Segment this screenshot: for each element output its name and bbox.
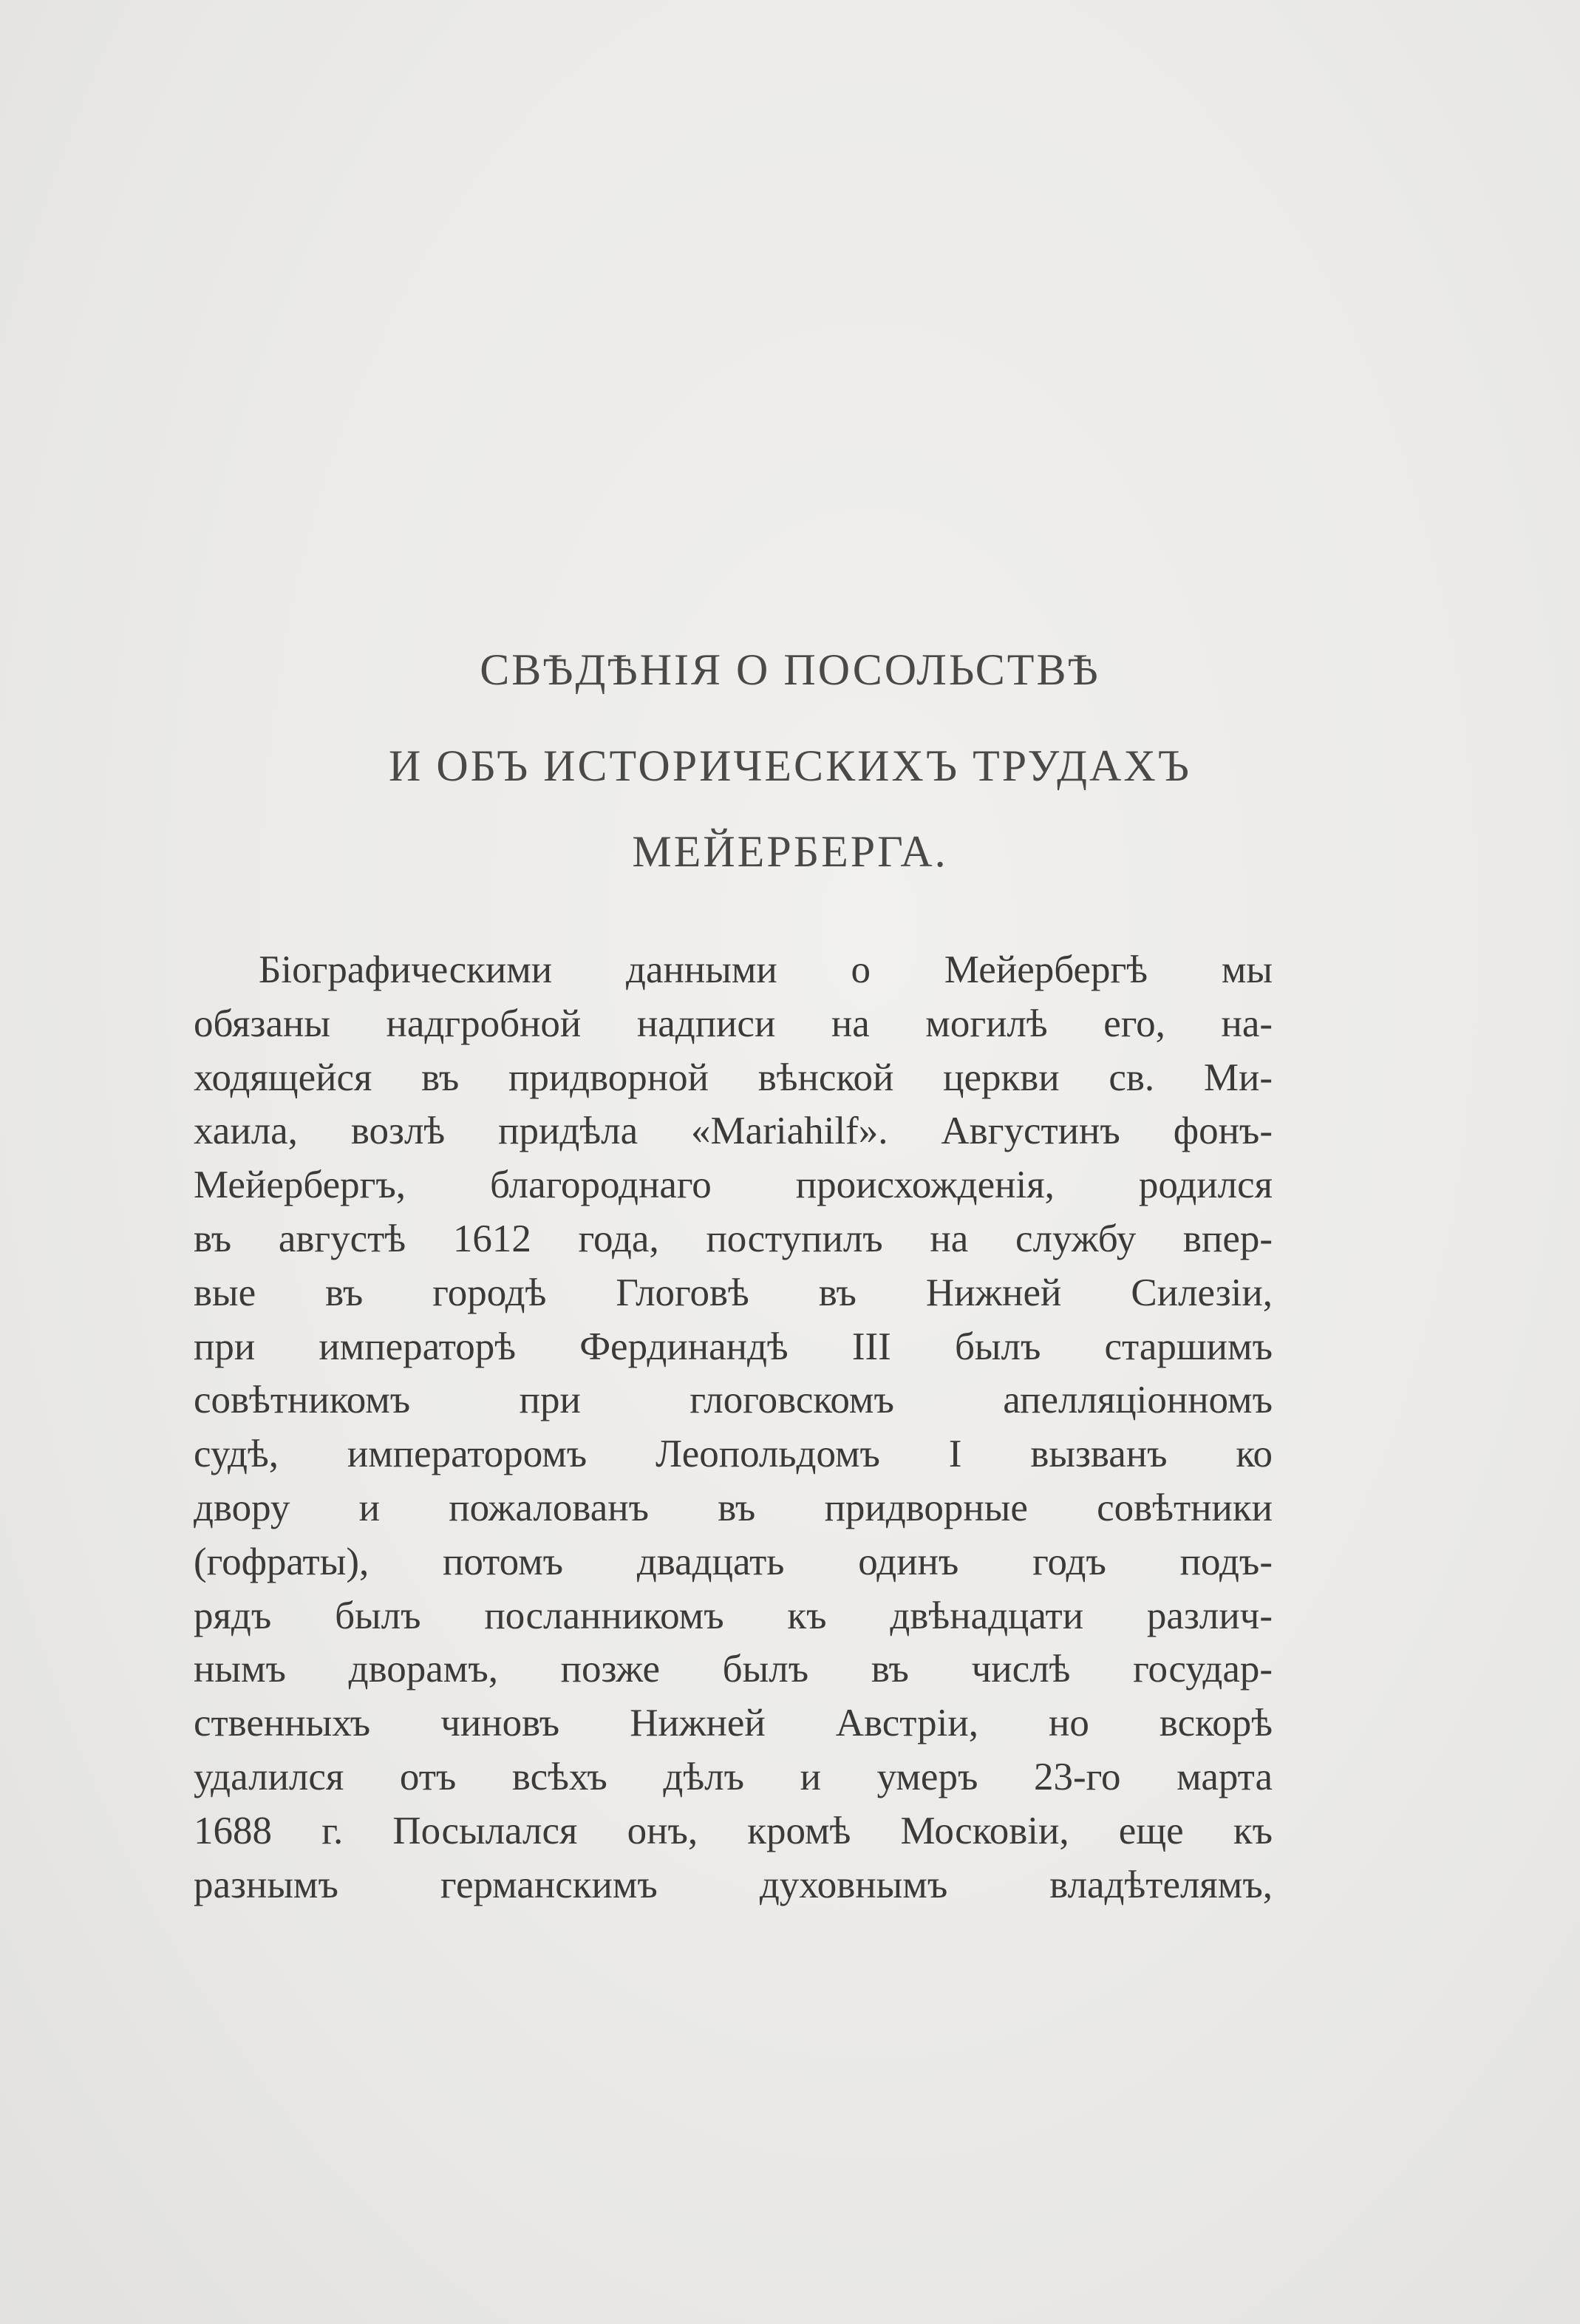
text-line: удалился отъ всѣхъ дѣлъ и умеръ 23-го марта bbox=[194, 1755, 1273, 1798]
text-line: обязаны надгробной надписи на могилѣ его, на- bbox=[194, 1002, 1273, 1045]
text-line: ственныхъ чиновъ Нижней Австріи, но вскорѣ bbox=[194, 1702, 1273, 1745]
text-line: рядъ былъ посланникомъ къ двѣнадцати различ- bbox=[194, 1594, 1273, 1637]
body-paragraph bbox=[194, 943, 1273, 1912]
text-line: Біографическими данными о Мейербергѣ мы bbox=[259, 948, 1273, 991]
text-line: ходящейся въ придворной вѣнской церкви св. Ми- bbox=[194, 1056, 1273, 1099]
text-line: совѣтникомъ при глоговскомъ апелляціонномъ bbox=[194, 1379, 1273, 1422]
text-line: судѣ, императоромъ Леопольдомъ I вызванъ ко bbox=[194, 1433, 1273, 1476]
text-line: хаила, возлѣ придѣла «Mariahilf». Августинъ фонъ- bbox=[194, 1110, 1273, 1153]
text-line: Мейербергъ, благороднаго происхожденія, родился bbox=[194, 1163, 1273, 1207]
text-line: (гофраты), потомъ двадцать одинъ годъ подъ- bbox=[194, 1540, 1273, 1583]
text-line: нымъ дворамъ, позже былъ въ числѣ государ- bbox=[194, 1648, 1273, 1691]
text-line: 1688 г. Посылался онъ, кромѣ Московіи, еще къ bbox=[194, 1809, 1273, 1852]
text-line: въ августѣ 1612 года, поступилъ на службу впер- bbox=[194, 1217, 1273, 1260]
text-line: разнымъ германскимъ духовнымъ владѣтелямъ, bbox=[194, 1863, 1273, 1906]
chapter-title-line-3: МЕЙЕРБЕРГА. bbox=[632, 827, 948, 876]
text-line: при императорѣ Фердинандѣ III былъ старшимъ bbox=[194, 1325, 1273, 1368]
chapter-title-line-2: И ОБЪ ИСТОРИЧЕСКИХЪ ТРУДАХЪ bbox=[388, 741, 1192, 790]
text-line: двору и пожалованъ въ придворные совѣтники bbox=[194, 1486, 1273, 1529]
chapter-title-line-1: СВѢДѢНІЯ О ПОСОЛЬСТВѢ bbox=[480, 645, 1100, 694]
text-line: вые въ городѣ Глоговѣ въ Нижней Силезіи, bbox=[194, 1271, 1273, 1314]
